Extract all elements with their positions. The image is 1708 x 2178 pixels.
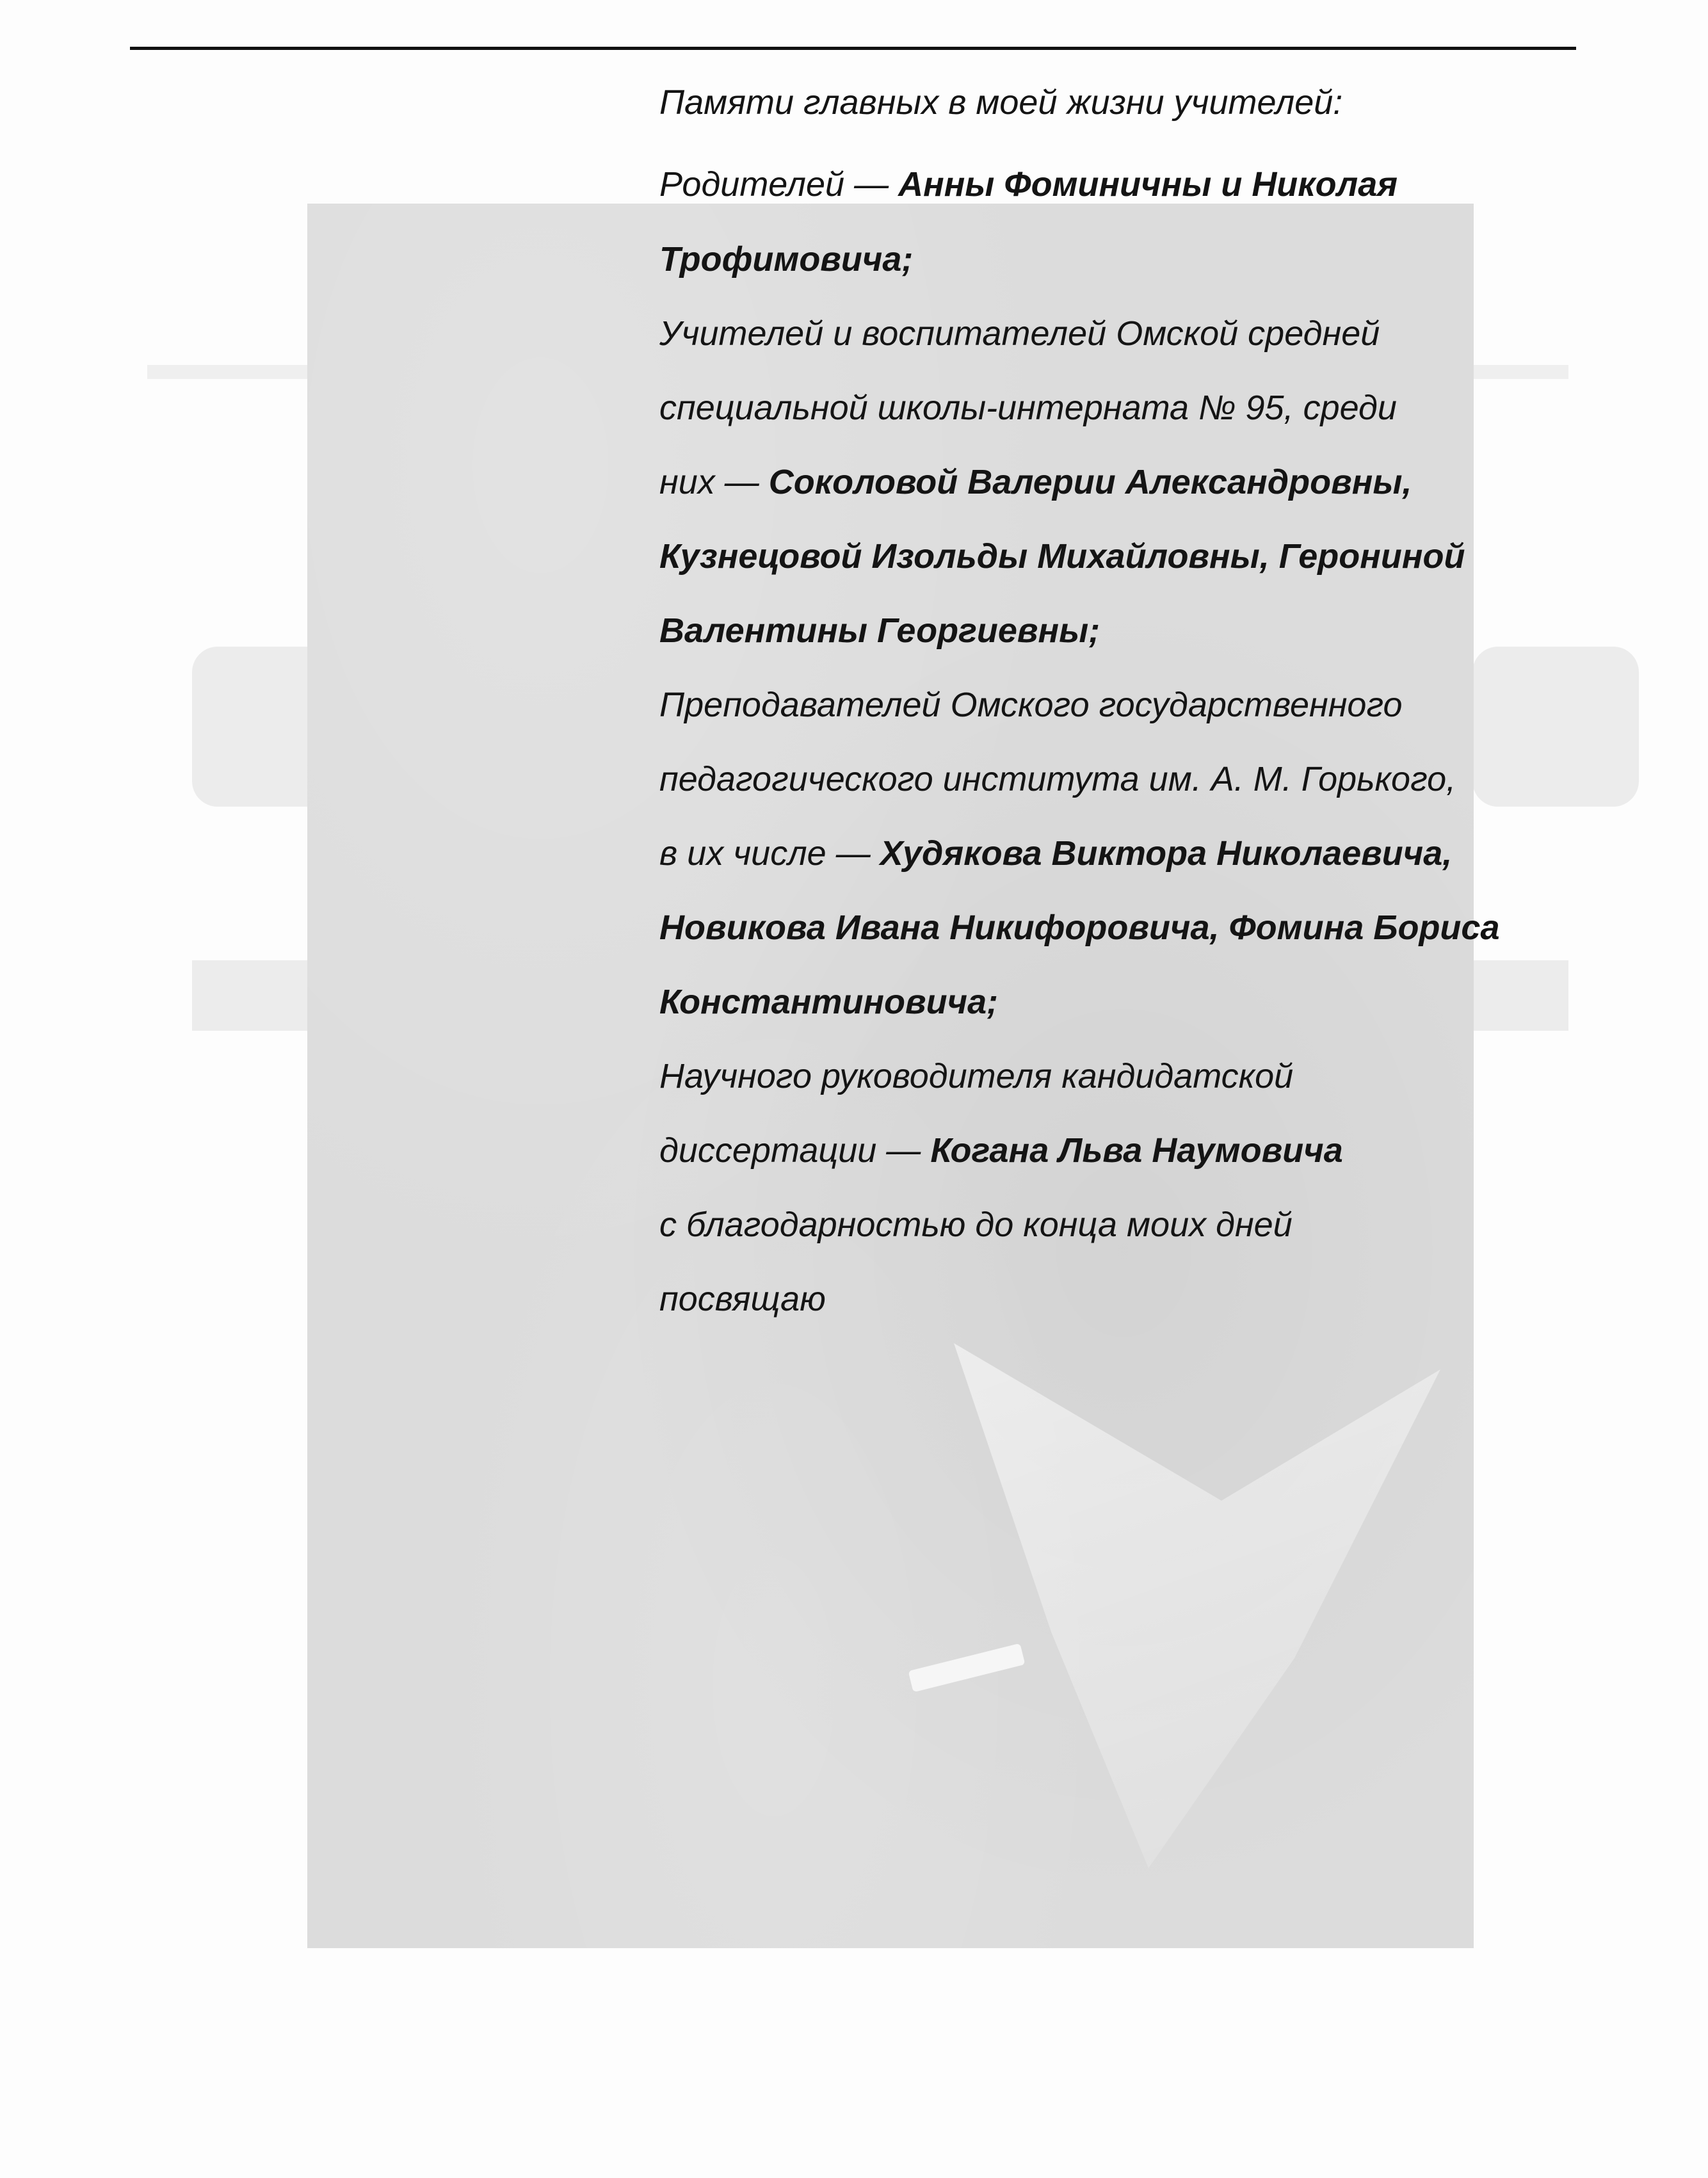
line-bold: Кузнецовой Изольды Михайловны, Герониной [659,537,1465,576]
line-plain: специальной школы-интерната № 95, среди [659,389,1397,427]
dedication-line [659,537,1465,576]
line-bold: Трофимовича; [659,240,914,278]
dedication-line [659,389,1397,427]
bleed-through-highlight [954,1343,1440,1868]
dedication-line [659,983,998,1021]
line-bold: Худякова Виктора Николаевича, [880,834,1453,873]
line-plain: Памяти главных в моей жизни учителей: [659,83,1343,122]
dedication-line [659,463,1412,501]
dedication-line [659,83,1342,122]
line-plain: Научного руководителя кандидатской [659,1057,1294,1095]
line-plain: Преподавателей Омского государственного [659,686,1403,724]
dedication-line [659,1131,1343,1170]
line-plain: с благодарностью до конца моих дней [659,1206,1293,1244]
dedication-line [659,165,1398,204]
line-bold: Константиновича; [659,983,999,1021]
dedication-line [659,908,1499,947]
line-bold: Анны Фоминичны и Николая [898,165,1398,204]
line-bold: Валентины Георгиевны; [659,611,1100,650]
line-bold: Соколовой Валерии Александровны, [768,463,1412,501]
dedication-line [659,314,1380,353]
bleed-through-streak [908,1643,1026,1693]
line-plain: посвящаю [659,1280,826,1318]
dedication-line [659,686,1403,724]
dedication-line [659,1206,1293,1244]
dedication-line [659,611,1100,650]
top-rule [130,47,1576,50]
line-plain: педагогического института им. А. М. Горького, [659,760,1456,798]
dedication-line [659,834,1452,873]
dedication-line [659,240,913,278]
line-bold: Новикова Ивана Никифоровича, Фомина Бориса [659,908,1500,947]
line-plain: Родителей — [659,165,899,204]
bleed-through-shape-right [1472,647,1639,807]
line-plain: диссертации — [659,1131,931,1170]
dedication-line [659,760,1456,798]
line-bold: Когана Льва Наумовича [930,1131,1343,1170]
line-plain: в их числе — [659,834,880,873]
dedication-line [659,1280,826,1318]
dedication-line [659,1057,1293,1095]
line-plain: них — [659,463,769,501]
line-plain: Учителей и воспитателей Омской средней [659,314,1380,353]
